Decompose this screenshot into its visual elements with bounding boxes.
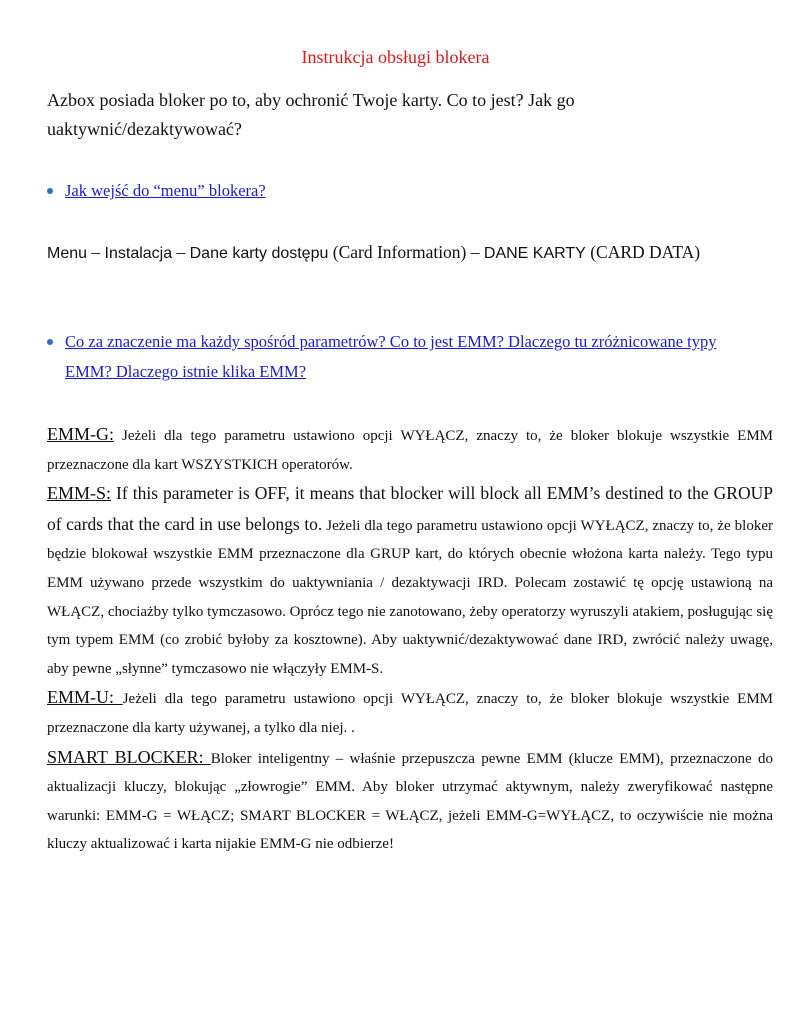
emm-u-label: EMM-U: xyxy=(47,687,123,708)
smart-blocker-text: Bloker inteligentny – właśnie przepuszcza pewne EMM (klucze EMM), przeznaczone do aktualizacji kluczy, blokując „złowrogie” EMM. Aby bloker utrzymać aktywnym, należy zweryfikować następne warunki: EMM-G = WŁĄCZ; SMART BLOCKER = WŁĄCZ, jeżeli EMM-G=WYŁĄCZ, to oczywiście nie można kluczy aktualizować i karta nijakie EMM-G nie odbierze! xyxy=(47,750,773,853)
document-title: Instrukcja obsługi blokera xyxy=(301,47,490,67)
menu-path-installation: Instalacja xyxy=(104,245,173,262)
menu-path-card-info-en: (Card Information) – xyxy=(328,242,484,262)
bullet-dot-icon xyxy=(47,188,53,194)
emm-g-label: EMM-G: xyxy=(47,424,114,444)
menu-path-sep2: – xyxy=(172,242,190,262)
emm-s-label: EMM-S: xyxy=(47,483,112,504)
intro-paragraph: Azbox posiada bloker po to, aby ochronić Twoje karty. Co to jest? Jak go uaktywnić/dezaktywować? xyxy=(47,90,575,139)
emm-descriptions xyxy=(47,420,773,859)
emm-s-text-en: If this parameter is OFF, it means that blocker will block all EMM’s destined to the GROUP of cards that the card in use belongs to. xyxy=(47,483,773,534)
menu-path xyxy=(47,237,747,269)
menu-path-sep1: – xyxy=(87,242,105,262)
emm-s-text-pl: Jeżeli dla tego parametru ustawiono opcji WYŁĄCZ, znaczy to, że bloker będzie blokował wszystkie EMM przeznaczone dla GRUP kart, do których obecnie włożona karta należy. Tego typu EMM używano przede wszystkim do uaktywniania / dezaktywacji IRD. Polecam zostawić tę opcję ustawioną na WŁĄCZ, chociażby tylko tymczasowo. Oprócz tego nie zanotowano, żeby operatorzy wyruszyli atakiem, posługując się tym typem EMM (co zrobić byłoby za kosztowne). Aby uaktywnić/dezaktywować dane IRD, zwrócić należy uwagę, aby pewne „słynne” tymczasowo nie włączyły EMM-S. xyxy=(47,517,773,677)
bullet-emm-question[interactable] xyxy=(47,327,747,387)
bullet-menu-question-text[interactable]: Jak wejść do “menu” blokera? xyxy=(65,181,266,200)
menu-path-card-data-en: (CARD DATA) xyxy=(585,242,701,262)
bullet-dot-icon xyxy=(47,339,53,345)
bullet-menu-question[interactable] xyxy=(47,176,747,206)
emm-u-text: Jeżeli dla tego parametru ustawiono opcji WYŁĄCZ, znaczy to, że bloker blokuje wszystkie EMM przeznaczone dla karty używanej, a tylko dla niej. . xyxy=(47,691,774,736)
bullet-emm-question-text[interactable]: Co za znaczenie ma każdy spośród parametrów? Co to jest EMM? Dlaczego tu zróżnicowane typy EMM? Dlaczego istnie klika EMM? xyxy=(65,332,717,381)
menu-path-card-data: DANE KARTY xyxy=(483,245,586,262)
emm-g-text: Jeżeli dla tego parametru ustawiono opcji WYŁĄCZ, znaczy to, że bloker blokuje wszystkie EMM przeznaczone dla kart WSZYSTKICH operatorów. xyxy=(47,428,773,473)
menu-path-card-info: Dane karty dostępu xyxy=(189,245,329,262)
menu-path-menu: Menu xyxy=(47,245,88,262)
smart-blocker-label: SMART BLOCKER: xyxy=(47,746,211,767)
